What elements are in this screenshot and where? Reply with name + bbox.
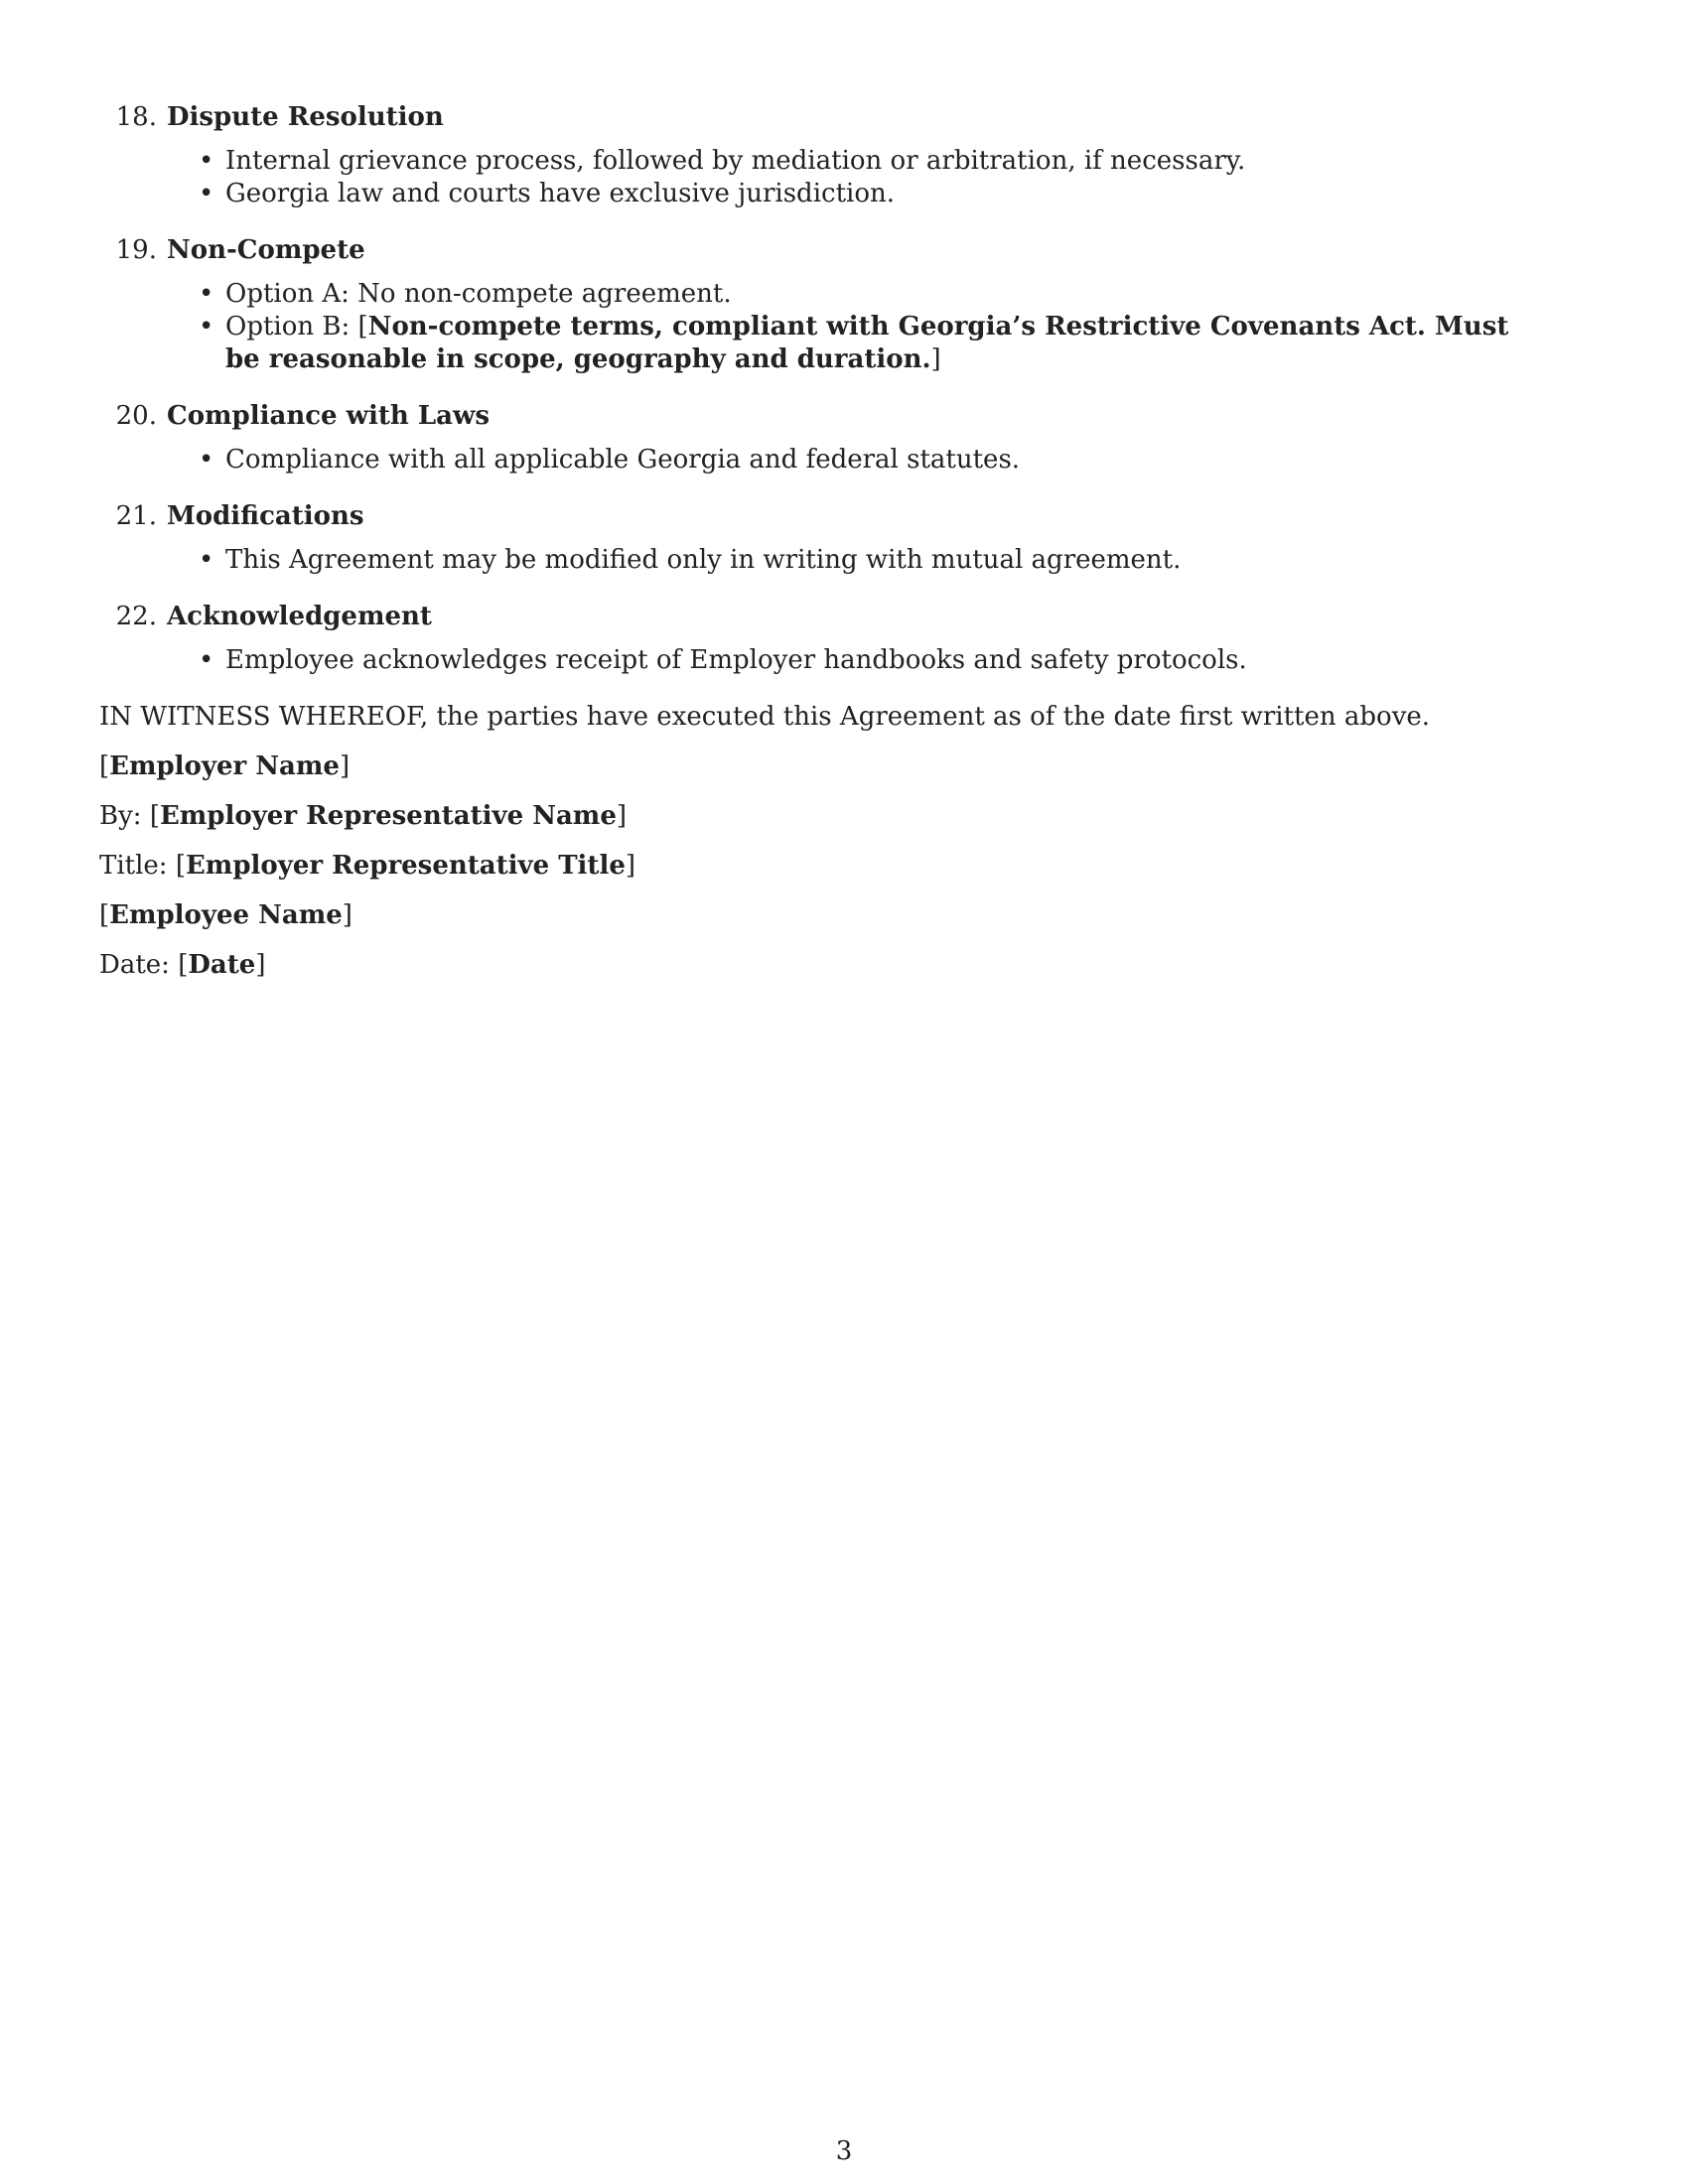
bullet-list — [99, 278, 1589, 376]
bracket-close: ] — [625, 851, 636, 881]
document-page — [99, 97, 1589, 995]
section-number: 21. — [115, 501, 157, 531]
signature-block — [99, 697, 1589, 985]
option-b-suffix: ] — [930, 344, 941, 374]
section-non-compete — [99, 230, 1589, 376]
section-number: 20. — [115, 401, 157, 431]
section-title: Non-Compete — [167, 235, 365, 265]
bullet-list — [99, 644, 1589, 677]
by-label: By: [ — [99, 801, 160, 831]
list-item: • Georgia law and courts have exclusive jurisdiction. — [225, 178, 1589, 210]
list-item: • Internal grievance process, followed by mediation or arbitration, if necessary. — [225, 145, 1589, 178]
section-title: Modifications — [167, 501, 364, 531]
employer-name-line — [99, 747, 1589, 786]
section-heading — [99, 496, 1589, 536]
section-dispute-resolution — [99, 97, 1589, 210]
section-title: Dispute Resolution — [167, 102, 444, 132]
section-heading — [99, 597, 1589, 636]
page-number: 3 — [835, 2136, 853, 2166]
date-label: Date: [ — [99, 950, 189, 980]
bracket-close: ] — [616, 801, 628, 831]
bracket-open: [ — [99, 900, 110, 930]
section-heading — [99, 97, 1589, 137]
section-heading — [99, 396, 1589, 436]
date-line — [99, 945, 1589, 985]
bullet-list — [99, 145, 1589, 210]
list-item: • Employee acknowledges receipt of Employer handbooks and safety protocols. — [225, 644, 1589, 677]
section-heading — [99, 230, 1589, 270]
employer-representative-line — [99, 796, 1589, 836]
section-acknowledgement — [99, 597, 1589, 677]
witness-statement: IN WITNESS WHEREOF, the parties have executed this Agreement as of the date first written above. — [99, 702, 1431, 732]
section-title: Compliance with Laws — [167, 401, 491, 431]
employee-name-placeholder: Employee Name — [109, 900, 343, 930]
bullet-list — [99, 544, 1589, 577]
list-item — [225, 311, 1589, 376]
list-item: • This Agreement may be modified only in writing with mutual agreement. — [225, 544, 1589, 577]
date-placeholder: Date — [188, 950, 256, 980]
bracket-close: ] — [255, 950, 266, 980]
employer-representative-name-placeholder: Employer Representative Name — [159, 801, 617, 831]
title-label: Title: [ — [99, 851, 186, 881]
employer-representative-title-placeholder: Employer Representative Title — [185, 851, 626, 881]
bracket-open: [ — [99, 751, 110, 781]
option-b-terms: Non-compete terms, compliant with Georgia’s Restrictive Covenants Act. Must be reasonable in scope, geography and duration. — [225, 312, 1509, 374]
section-title: Acknowledgement — [167, 602, 432, 631]
section-number: 19. — [115, 235, 157, 265]
section-number: 18. — [115, 102, 157, 132]
employer-title-line — [99, 846, 1589, 886]
option-b-prefix: Option B: [ — [225, 312, 368, 341]
employee-name-line — [99, 895, 1589, 935]
bracket-close: ] — [342, 900, 352, 930]
bullet-list — [99, 444, 1589, 477]
bracket-close: ] — [339, 751, 351, 781]
section-number: 22. — [115, 602, 157, 631]
section-compliance-with-laws — [99, 396, 1589, 477]
employer-name-placeholder: Employer Name — [109, 751, 340, 781]
list-item: • Compliance with all applicable Georgia and federal statutes. — [225, 444, 1589, 477]
section-modifications — [99, 496, 1589, 577]
list-item: • Option A: No non-compete agreement. — [225, 278, 1589, 311]
